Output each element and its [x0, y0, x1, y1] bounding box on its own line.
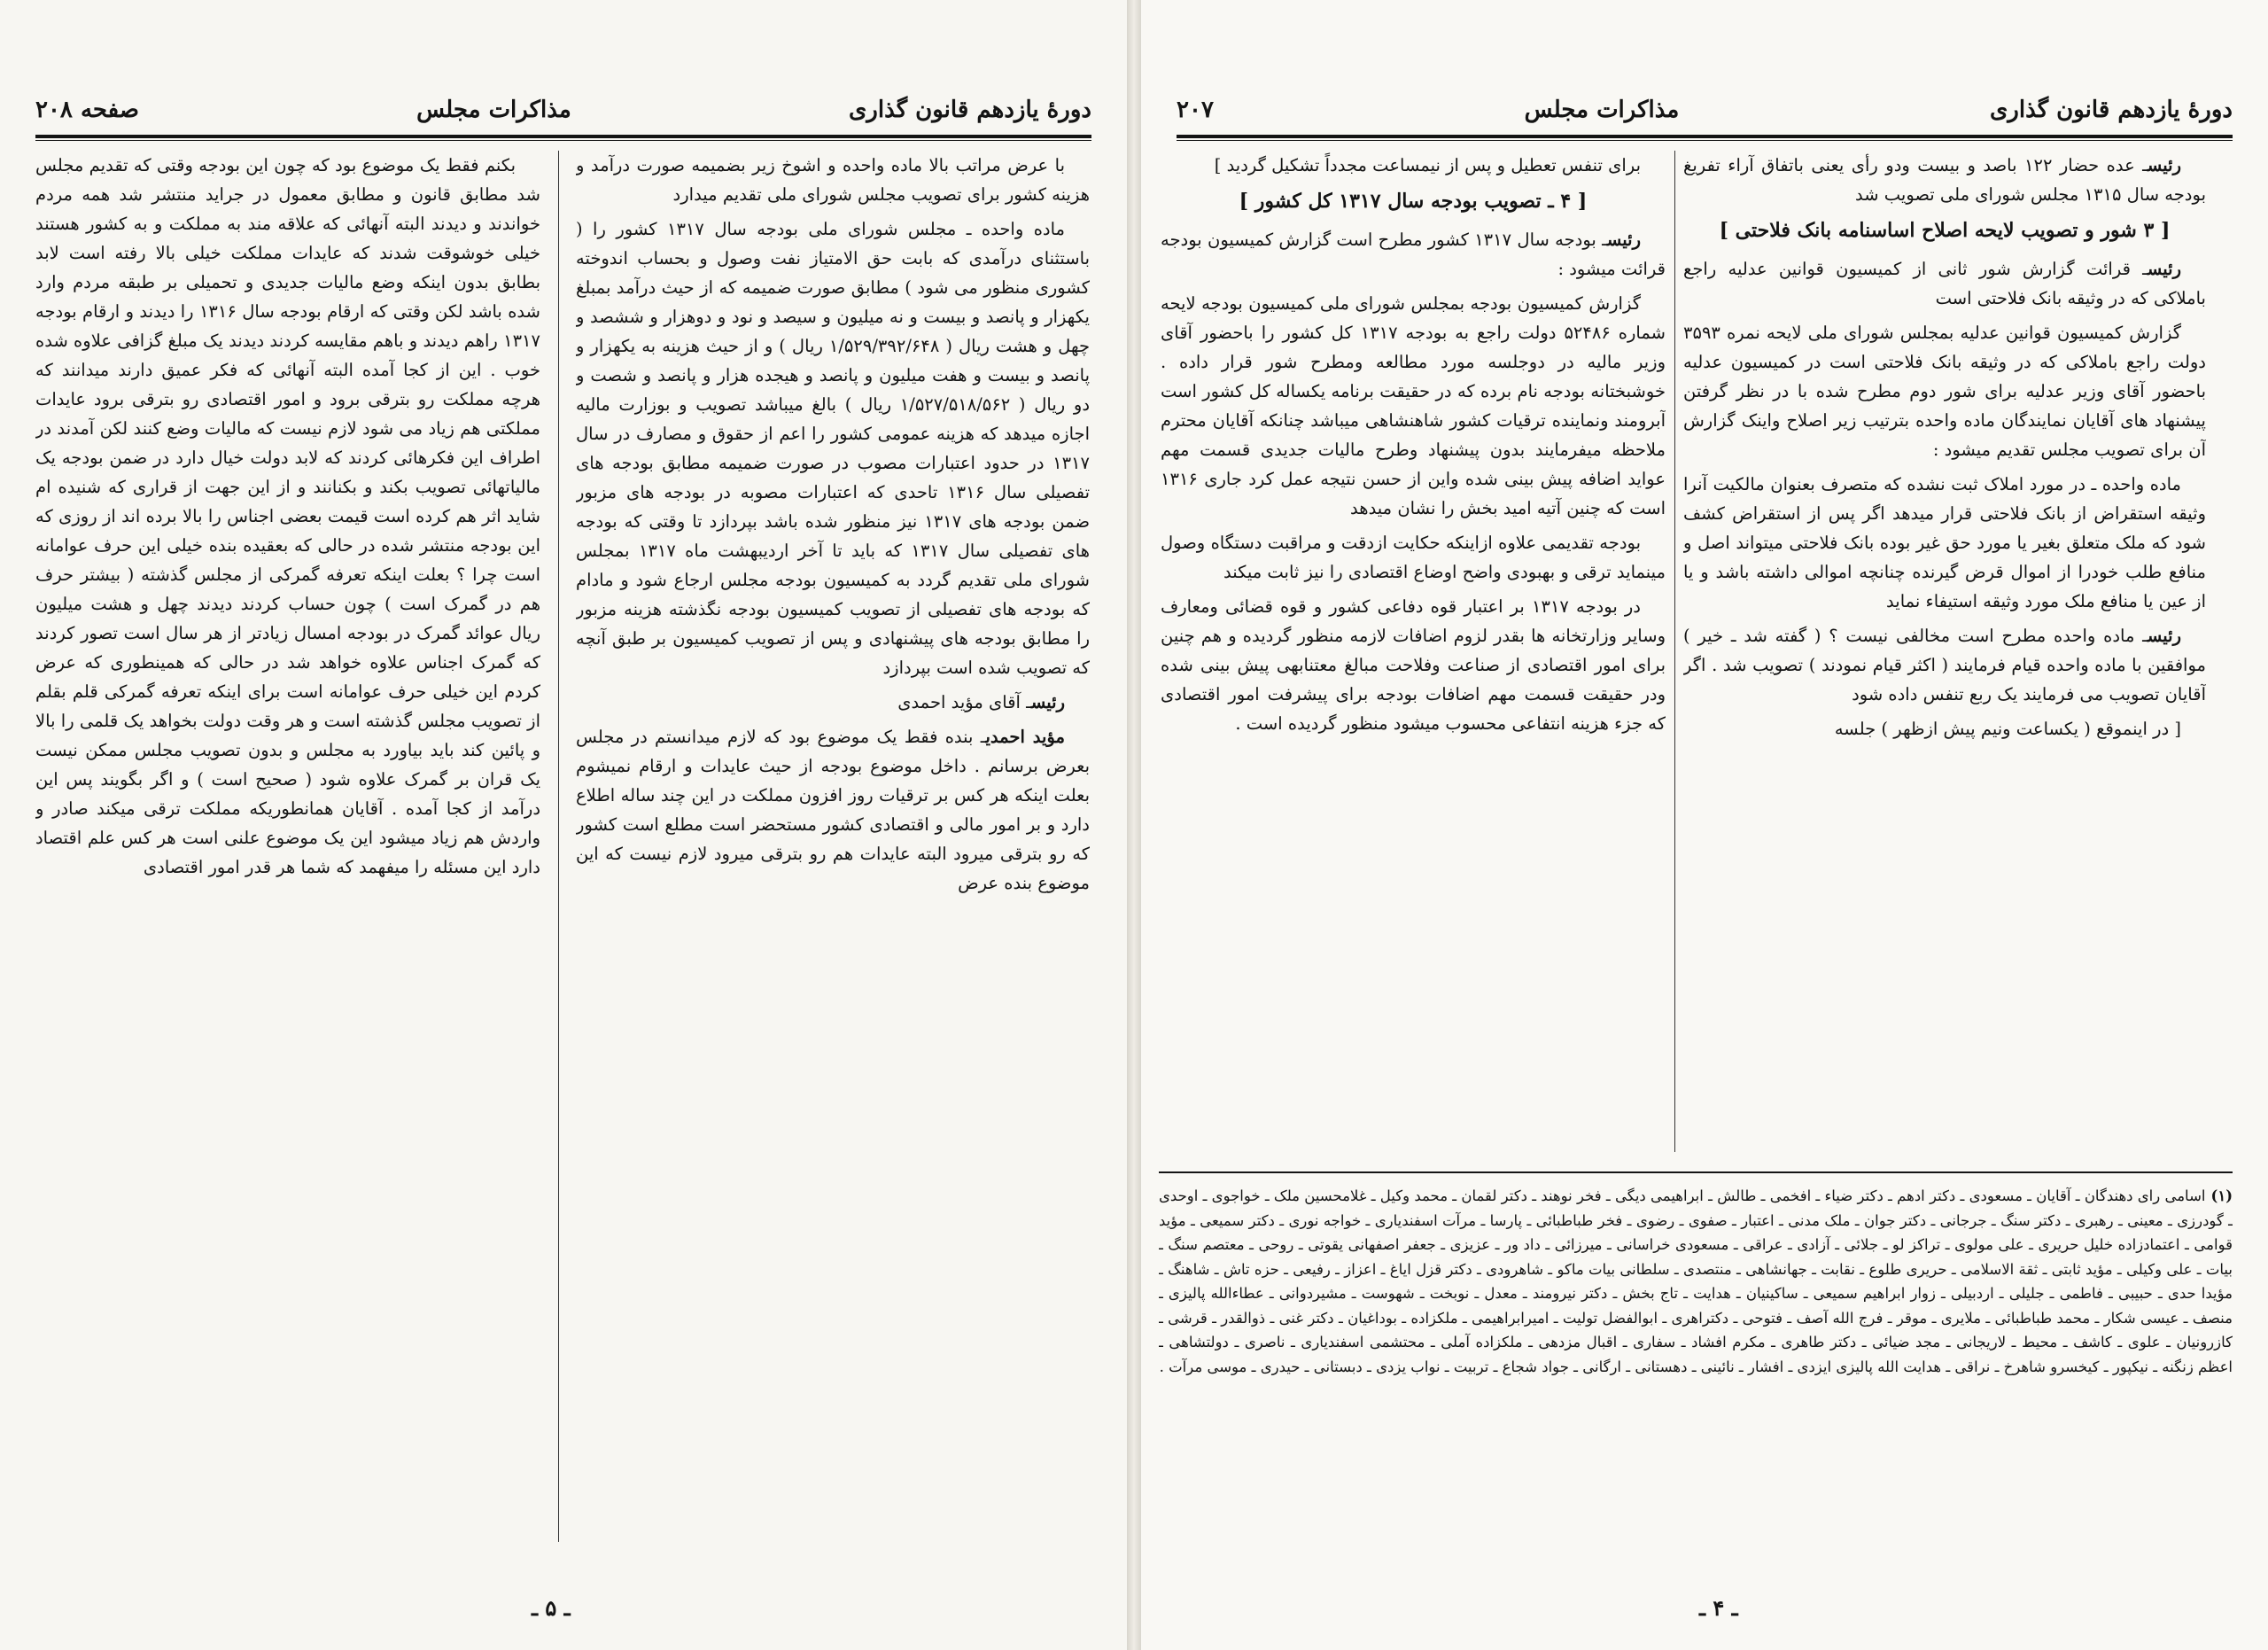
- left-page-header: [35, 89, 1091, 131]
- speech-paragraph: [1683, 254, 2206, 313]
- text-paragraph: [576, 151, 1090, 209]
- left-page-number: ـ ۵ ـ: [532, 1595, 571, 1621]
- book-gutter: [1127, 0, 1141, 1650]
- left-page: [0, 0, 1127, 1650]
- left-header-rule-thin: [35, 140, 1091, 141]
- right-page-number: ـ ۴ ـ: [1699, 1595, 1738, 1621]
- right-session-title: دورهٔ یازدهم قانون گذاری: [1989, 97, 2233, 123]
- text-paragraph: [1683, 714, 2206, 743]
- right-page-column-right: [1683, 151, 2206, 1143]
- speaker-name: رئیس: [2147, 259, 2181, 279]
- paragraph-text: ـ آقای مؤید احمدی: [897, 692, 1031, 712]
- paragraph-text: بکنم فقط یک موضوع بود که چون این بودجه وقتی که تقدیم مجلس شد مطابق قانون و مطابق معمول در جراید منتشر شد همه مردم خواندند و دیدند البته آنهائی که علاقه مند به مملکت و به کشور هستند خیلی خوشوقت شدند که عایدات مملکت خیلی بالا رفته است لابد بطابق بدون اینکه وضع مالیات جدیدی و تحمیلی بر طبقه مردم وارد شده باشد لکن وقتی که ارقام بودجه سال ۱۳۱۶ را دیدند و ارقام بودجه ۱۳۱۷ راهم دیدند و باهم مقایسه کردند دیدند یک مبلغ گزافی علاوه شده خوب . این از کجا آمده البته آنهائی که فکر عمیق دارند میدانند که هرچه مملکت رو بترقی برود و امور اقتصادی رو بترقی برود عایدات مملکتی هم زیاد می شود لازم نیست که مالیات وضع کنند لکن آمدند در اطراف این فکرهائی کردند که لابد دولت خیال دارد در ضمن بودجه یک مالیاتهائی تصویب بکند و بکنانند و از این جهت از قراری که شنیده ام شاید اثر هم کرده است قیمت بعضی اجناس را بالا برده اند از روزی که این بودجه منتشر شده در حالی که بعقیده بنده خیلی این حرف عوامانه است چرا ؟ بعلت اینکه تعرفه گمرکی از مجلس گذشته ( بیشتر حرف هم در گمرک است ) چون حساب کردند دیدند چهل و هشت میلیون ریال عوائد گمرک در بودجه امسال زیادتر از هر سال است تصور کردند که گمرک اجناس علاوه خواهد شد در حالی که همینطوری که عرض کردم این خیلی حرف عوامانه است برای اینکه تعرفه گمرکی قلم بقلم از تصویب مجلس گذشته است و هر وقت دولت بخواهد یک قلمی را بالا و پائین کند باید بیاورد به مجلس و بدون تصویب مجلس ممکن نیست یک قران بر گمرک علاوه شود ( صحیح است ) و اگر بگویند پس این درآمد از کجا آمده . آقایان همانطوریکه مملکت ترقی میکند صادر و واردش هم زیاد میشود این یک موضوع علنی است هر کس علم اقتصاد دارد این مسئله را میفهمد که شما هر قدر امور اقتصادی: [35, 155, 540, 877]
- left-header-rule: [35, 135, 1091, 138]
- speaker-name: رئیس: [1606, 230, 1642, 250]
- text-paragraph: [1161, 528, 1666, 587]
- left-page-column-right: [576, 151, 1090, 1542]
- text-paragraph: [1683, 470, 2206, 616]
- paragraph-text: ماده واحده ـ مجلس شورای ملی بودجه سال ۱۳۱۷ کشور را ( باستثنای درآمدی که بابت حق الامتیاز نفت وصول و بحساب اندوخته کشوری منظور می شود ) مطابق صورت ضمیمه که از حیث درآمد بمبلغ یکهزار و پانصد و بیست و نه میلیون و سیصد و نود و دوهزار و ششصد و چهل و هشت ریال ( ۱/۵۲۹/۳۹۲/۶۴۸ ریال ) و از حیث هزینه به یکهزار و پانصد و بیست و هفت میلیون و پانصد و هیجده هزار و پانصد و شصت و دو ریال ( ۱/۵۲۷/۵۱۸/۵۶۲ ریال ) بالغ میباشد تصویب و بوزارت مالیه اجازه میدهد که هزینه عمومی کشور را اعم از حقوق و مصارف در سال ۱۳۱۷ در حدود اعتبارات مصوب در صورت ضمیمه مطابق بودجه های تفصیلی سال ۱۳۱۶ تاحدی که اعتبارات مصوبه در بودجه های مزبور ضمن بودجه های ۱۳۱۷ نیز منظور شده باشد بپردازد تا وقتی که بودجه های تفصیلی سال ۱۳۱۷ که باید تا آخر اردیبهشت ماه ۱۳۱۷ بمجلس شورای ملی تقدیم گردد به کمیسیون بودجه مجلس ارجاع شود و مادام که بودجه های تفصیلی از تصویب کمیسیون بودجه نگذشته هزینه مزبور را مطابق بودجه های پیشنهادی و پس از تصویب کمیسیون بر طبق آنچه که تصویب شده است بپردازد: [576, 219, 1090, 678]
- left-page-label: صفحه ۲۰۸: [35, 97, 139, 123]
- paragraph-text: ـ قرائت گزارش شور ثانی از کمیسیون قوانین عدلیه راجع باملاکی که در وثیقه بانک فلاحتی است: [1683, 259, 2206, 308]
- speech-paragraph: [576, 688, 1090, 717]
- speech-paragraph: [1683, 151, 2206, 209]
- right-header-rule-thin: [1177, 140, 2233, 141]
- right-column-divider: [1674, 151, 1675, 1152]
- footnote-marker: (۱): [2210, 1187, 2233, 1204]
- right-page-header: [1177, 89, 2233, 131]
- paragraph-text: گزارش کمیسیون قوانین عدلیه بمجلس شورای ملی لایحه نمره ۳۵۹۳ دولت راجع باملاکی که در وثیقه بانک فلاحتی است در کمیسیون عدلیه باحضور آقای وزیر عدلیه برای شور دوم مطرح شده با در نظر گرفتن پیشنهاد های آقایان نمایندگان ماده واحده بترتیب زیر اصلاح واینک گزارش آن برای تصویب مجلس تقدیم میشود :: [1683, 323, 2206, 460]
- speech-paragraph: [1161, 225, 1666, 284]
- speech-paragraph: [1683, 621, 2206, 709]
- left-center-title: مذاکرات مجلس: [416, 97, 571, 123]
- paragraph-text: با عرض مراتب بالا ماده واحده و اشوخ زیر بضمیمه صورت درآمد و هزینه کشور برای تصویب مجلس شورای ملی تقدیم میدارد: [576, 155, 1090, 205]
- speaker-name: رئیس: [2147, 626, 2181, 646]
- paragraph-text: ـ بنده فقط یک موضوع بود که لازم میدانستم در مجلس بعرض برسانم . داخل موضوع بودجه از حیث عایدات و ارقام نمیشوم بعلت اینکه هر کس بر ترقیات روز افزون مملکت در این چند ساله اطلاع دارد و بر امور مالی و اقتصادی کشور مستحضر است مطلع است کشور که رو بترقی میرود البته عایدات هم رو بترقی میرود لازم نیست که این موضوع بنده عرض: [576, 727, 1090, 893]
- right-page-column-left: [1161, 151, 1666, 1143]
- left-page-column-left: [35, 151, 540, 1542]
- footnote-text: اسامی رای دهندگان ـ آقایان ـ مسعودی ـ دکتر ادهم ـ دکتر ضیاء ـ افخمی ـ طالش ـ ابراهیمی دیگی ـ فخر نوهند ـ دکتر لقمان ـ محمد وکیل ـ غلامحسین ملک ـ خواجوی ـ اوحدی ـ گودرزی ـ معینی ـ رهبری ـ دکتر سنگ ـ جرجانی ـ دکتر جوان ـ ملک مدنی ـ اعتبار ـ صفوی ـ رضوی ـ فخر طباطبائی ـ پارسا ـ مرآت اسفندیاری ـ خواجه نوری ـ دکتر سمیعی ـ مؤید قوامی ـ اعتمادزاده خلیل حریری ـ علی مولوی ـ تراکز لو ـ جلائی ـ آزادی ـ عراقی ـ مسعودی خراسانی ـ میرزائی ـ داد ور ـ عزیزی ـ جعفر اصفهانی یقوتی ـ روحی ـ معتصم سنگ ـ بیات ـ علی وکیلی ـ مؤید ثابتی ـ ثقة الاسلامی ـ حریری طلوع ـ نقابت ـ جهانشاهی ـ منتصدی ـ سلطانی بیات ماکو ـ شاهرودی ـ دکتر قزل ایاغ ـ اعزاز ـ رفیعی ـ حزه تاش ـ شاهنگ ـ مؤیدا حدی ـ حبیبی ـ فاطمی ـ جلیلی ـ اردبیلی ـ زوار ابراهیم سمیعی ـ ساکینیان ـ هدایت ـ تاج بخش ـ دکتر نیرومند ـ معدل ـ نوبخت ـ شهوست ـ مشیردوانی ـ عطاءالله پالیزی ـ منصف ـ عیسی شکار ـ محمد طباطبائی ـ ملایری ـ موقر ـ فرج الله آصف ـ فتوحی ـ دکتراهری ـ ابوالفضل تولیت ـ امیرابراهیمی ـ ملکزاده ـ بوداغیان ـ دکتر غنی ـ ذوالقدر ـ قرشی ـ کازرونیان ـ علوی ـ کاشف ـ محیط ـ لاریجانی ـ مجد ضیائی ـ دکتر طاهری ـ مکرم افشاد ـ سفاری ـ اقبال مزدهی ـ ملکزاده آملی ـ محتشمی اسفندیاری ـ ناصری ـ دولتشاهی ـ اعظم زنگنه ـ نیکپور ـ کیخسرو شاهرخ ـ نراقی ـ هدایت الله پالیزی ایزدی ـ افشار ـ نائینی ـ دهستانی ـ ارگانی ـ جواد شجاع ـ تربیت ـ نواب یزدی ـ دبستانی ـ حیدری ـ موسی مرآت .: [1159, 1187, 2233, 1375]
- right-page-label: ۲۰۷: [1177, 97, 1214, 123]
- speech-paragraph: [576, 722, 1090, 898]
- paragraph-text: بودجه تقدیمی علاوه ازاینکه حکایت ازدقت و مراقبت دستگاه وصول مینماید ترقی و بهبودی واضح اوضاع اقتصادی را نیز ثابت میکند: [1161, 533, 1666, 582]
- left-session-title: دورهٔ یازدهم قانون گذاری: [848, 97, 1091, 123]
- text-paragraph: [1161, 289, 1666, 523]
- paragraph-text: ـ ماده واحده مطرح است مخالفی نیست ؟ ( گفته شد ـ خیر ) موافقین با ماده واحده قیام فرمایند ( اکثر قیام نمودند ) تصویب شد . اگر آقایان تصویب می فرمایند یک ربع تنفس داده شود: [1683, 626, 2206, 704]
- section-heading: [ ۳ شور و تصویب لایحه اصلاح اساسنامه بانک فلاحتی ]: [1719, 219, 2171, 242]
- right-center-title: مذاکرات مجلس: [1524, 97, 1680, 123]
- footnote-rule: [1159, 1171, 2233, 1173]
- paragraph-text: برای تنفس تعطیل و پس از نیمساعت مجدداً تشکیل گردید ]: [1214, 155, 1641, 175]
- text-paragraph: [1683, 318, 2206, 464]
- text-paragraph: [1161, 151, 1666, 180]
- text-paragraph: [35, 151, 540, 882]
- paragraph-text: ماده واحده ـ در مورد املاک ثبت نشده که متصرف بعنوان مالکیت آنرا وثیقه استقراض از بانک فلاحتی قرار میدهد اگر پس از استقراض کشف شود که ملک متعلق بغیر یا مورد حق غیر بوده بانک فلاحتی میتواند اصل و منافع طلب خودرا از اموال قرض گیرنده چنانچه اموالی داشته باشد و یا از عین یا منافع ملک مورد وثیقه استیفاء نماید: [1683, 474, 2206, 611]
- paragraph-text: در بودجه ۱۳۱۷ بر اعتبار قوه دفاعی کشور و قوه قضائی ومعارف وسایر وزارتخانه ها بقدر لزوم اضافات لازمه منظور گردیده و هم چنین برای امور اقتصادی از صناعت وفلاحت مبالغ معتنابهی پیش بینی شده ودر حقیقت قسمت مهم اضافات بودجه برای پیشرفت امور اقتصادی که جزء هزینه انتفاعی محسوب میشود منظور گردیده است .: [1161, 596, 1666, 734]
- right-header-rule: [1177, 135, 2233, 138]
- voters-footnote: [1159, 1184, 2233, 1565]
- paragraph-text: ـ بودجه سال ۱۳۱۷ کشور مطرح است گزارش کمیسیون بودجه قرائت میشود :: [1161, 230, 1666, 279]
- paragraph-text: [ در اینموقع ( یکساعت ونیم پیش ازظهر ) جلسه: [1834, 719, 2181, 739]
- section-heading: [ ۴ ـ تصویب بودجه سال ۱۳۱۷ کل کشور ]: [1239, 190, 1588, 213]
- speaker-name: مؤید احمدی: [985, 727, 1065, 747]
- paragraph-text: ـ عده حضار ۱۲۲ باصد و بیست ودو رأی یعنی باتفاق آراء تفریغ بودجه سال ۱۳۱۵ مجلس شورای ملی تصویب شد: [1683, 155, 2206, 205]
- paragraph-text: گزارش کمیسیون بودجه بمجلس شورای ملی کمیسیون بودجه لایحه شماره ۵۲۴۸۶ دولت راجع به بودجه ۱۳۱۷ کل کشور را باحضور آقای وزیر مالیه در دوجلسه مورد مطالعه ومطرح شور قرار داده . خوشبختانه بودجه نام برده که در حقیقت برنامه یکساله کل کشور است آبرومند ونماینده ترقیات کشور شاهنشاهی میباشد چنانکه آقایان محترم ملاحظه میفرمایند بدون پیشنهاد وطرح مالیات جدیدی قسمت مهم عواید اضافه پیش بینی شده واین از حسن نتیجه عمل کرد جاری ۱۳۱۶ است که چنین آتیه امید بخش را نشان میدهد: [1161, 293, 1666, 518]
- speaker-name: رئیس: [2147, 155, 2181, 175]
- text-paragraph: [576, 214, 1090, 682]
- speaker-name: رئیس: [1030, 692, 1065, 712]
- right-page: [1141, 0, 2268, 1650]
- left-column-divider: [558, 151, 559, 1542]
- text-paragraph: [1161, 592, 1666, 738]
